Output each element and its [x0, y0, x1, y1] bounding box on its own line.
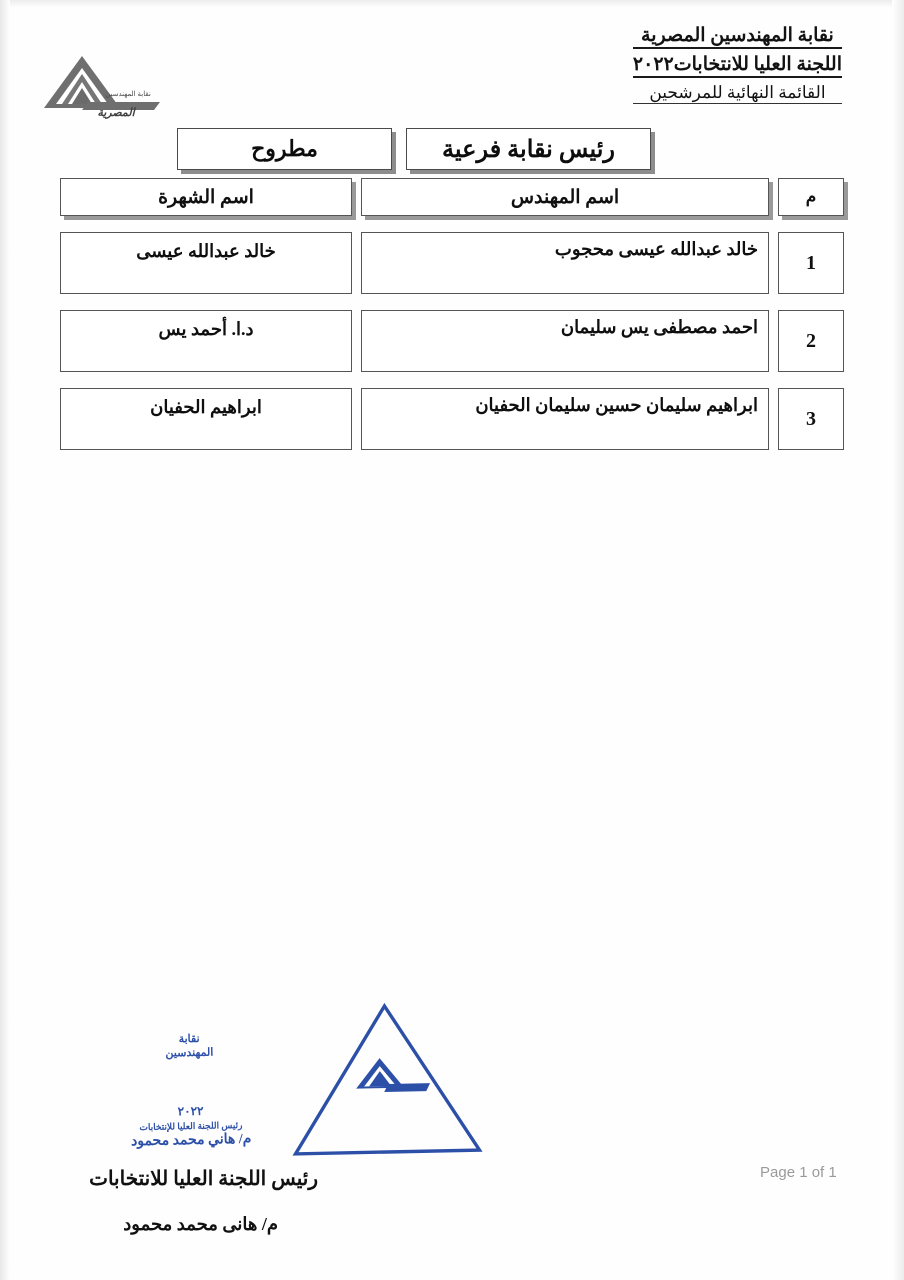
row-engineer-value: احمد مصطفى يس سليمان [560, 317, 758, 337]
stamp-triangle-icon [286, 998, 485, 1162]
stamp-line-1: نقابة [178, 1032, 200, 1046]
cell-fame-name [60, 232, 352, 294]
syndicate-logo [42, 46, 168, 126]
header-line-list-type: القائمة النهائية للمرشحين [633, 84, 842, 104]
page-indicator: Page 1 of 1 [760, 1164, 837, 1181]
table-row [60, 310, 844, 372]
stamp-line-2: المهندسين [165, 1046, 214, 1060]
cell-number [778, 388, 844, 450]
row-number-value: 2 [806, 329, 816, 352]
cell-engineer-name [361, 310, 769, 372]
row-number-value: 3 [806, 407, 816, 430]
cell-fame-name [60, 388, 352, 450]
table-header-row [60, 178, 844, 216]
svg-text:نقابة المهندسين: نقابة المهندسين [105, 91, 151, 98]
signature-title: رئيس اللجنة العليا للانتخابات [89, 1168, 318, 1190]
stamp-year: ٢٠٢٢ [177, 1103, 204, 1119]
cell-number [778, 232, 844, 294]
document-header [633, 26, 842, 110]
table-row [60, 388, 844, 450]
table-row [60, 232, 844, 294]
cell-engineer-name [361, 232, 769, 294]
branch-title-label: مطروح [251, 136, 318, 161]
signature-name: م/ هانى محمد محمود [123, 1214, 278, 1234]
header-line-syndicate: نقابة المهندسين المصرية [633, 26, 842, 49]
stamp-role: رئيس اللجنة العليا للإنتخابات [139, 1120, 243, 1133]
header-engineer-label: اسم المهندس [510, 186, 620, 208]
row-fame-value: خالد عبدالله عيسى [136, 241, 276, 261]
cell-number [778, 310, 844, 372]
scan-edge-top [0, 0, 904, 8]
stamp-signatory-name: م/ هاني محمد محمود [130, 1131, 252, 1150]
scan-edge-left [0, 0, 10, 1280]
header-cell-engineer-name [361, 178, 769, 216]
official-stamp [130, 998, 485, 1162]
row-fame-value: ابراهيم الحفيان [150, 397, 262, 417]
position-title-label: رئيس نقابة فرعية [442, 136, 615, 163]
row-engineer-value: خالد عبدالله عيسى محجوب [554, 239, 758, 259]
header-number-label: م [805, 187, 817, 206]
header-fame-label: اسم الشهرة [158, 186, 254, 208]
candidates-table [60, 178, 844, 466]
scan-edge-right [892, 0, 904, 1280]
row-number-value: 1 [806, 251, 816, 274]
row-fame-value: د.ا. أحمد يس [158, 319, 254, 339]
row-engineer-value: ابراهيم سليمان حسين سليمان الحفيان [475, 395, 758, 415]
svg-text:المصرية: المصرية [97, 107, 135, 119]
title-boxes [0, 128, 904, 180]
branch-title-box [177, 128, 392, 170]
header-line-committee: اللجنة العليا للانتخابات٢٠٢٢ [633, 55, 842, 78]
cell-engineer-name [361, 388, 769, 450]
position-title-box [406, 128, 651, 170]
header-cell-number [778, 178, 844, 216]
cell-fame-name [60, 310, 352, 372]
header-cell-fame-name [60, 178, 352, 216]
